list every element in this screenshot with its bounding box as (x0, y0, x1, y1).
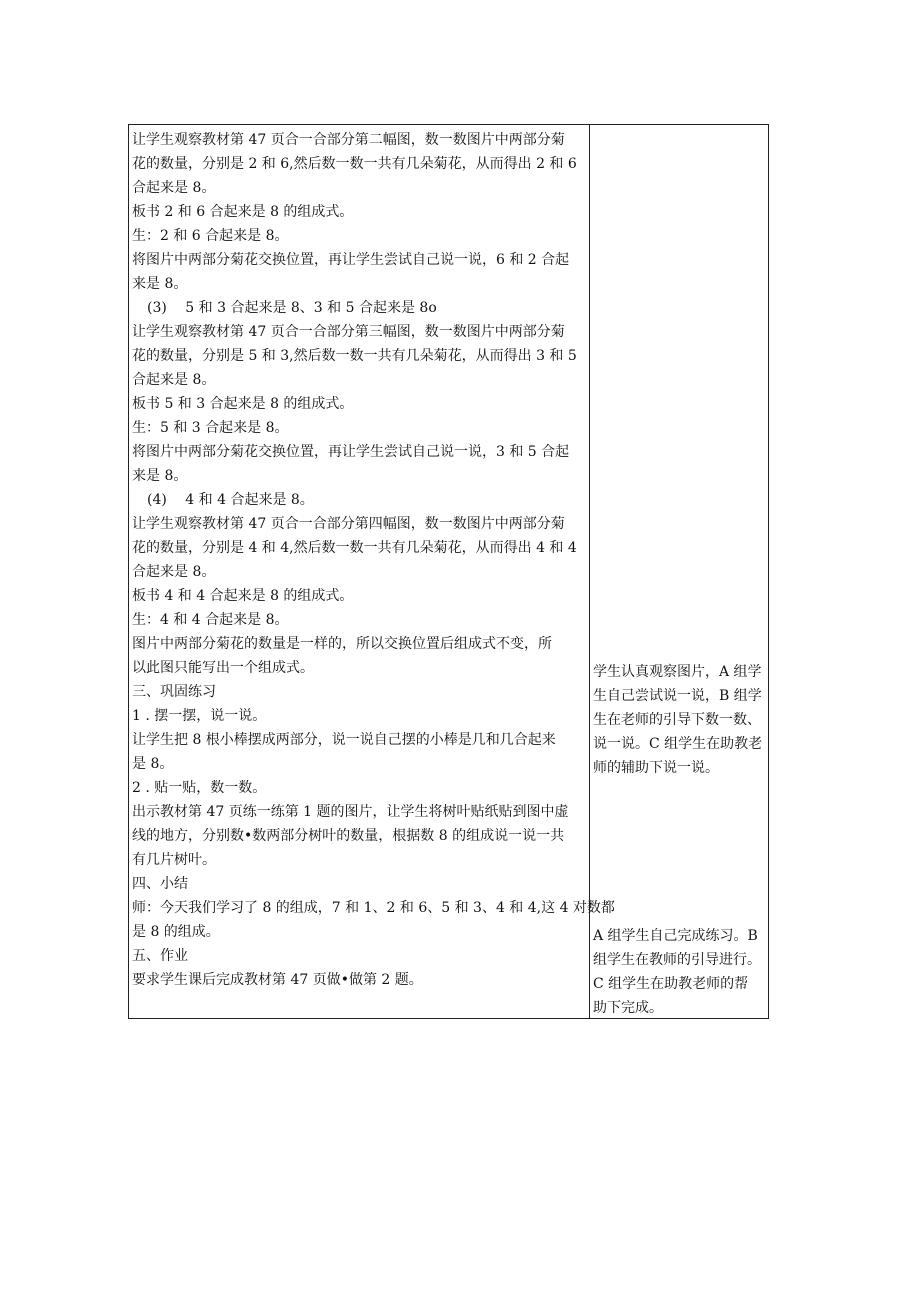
text-line: 花的数量，分别是 5 和 3,然后数一数一共有几朵菊花，从而得出 3 和 5 (132, 348, 577, 364)
text-line: 生：2 和 6 合起来是 8。 (132, 228, 289, 244)
text-line: 让学生把 8 根小棒摆成两部分，说一说自己摆的小棒是几和几合起来 (132, 732, 556, 748)
section-heading: 四、小结 (132, 876, 188, 892)
text-line: 花的数量，分别是 4 和 4,然后数一数一共有几朵菊花，从而得出 4 和 4 (132, 540, 577, 556)
text-line: 是 8 的组成。 (132, 924, 220, 940)
text-line: 线的地方，分别数•数两部分树叶的数量，根据数 8 的组成说一说一共 (132, 828, 565, 844)
text-line: 合起来是 8。 (132, 372, 216, 388)
text-line: 生：5 和 3 合起来是 8。 (132, 420, 289, 436)
text-line: 来是 8。 (132, 276, 188, 292)
text-line: 1 . 摆一摆，说一说。 (132, 708, 267, 724)
activity-line: 组学生在教师的引导进行。 (593, 952, 761, 968)
activity-line: C 组学生在助教老师的帮 (593, 976, 749, 992)
lesson-table (128, 124, 769, 1019)
text-line: 以此图只能写出一个组成式。 (132, 660, 314, 676)
text-line: 将图片中两部分菊花交换位置，再让学生尝试自己说一说，6 和 2 合起 (132, 252, 570, 268)
text-line: 花的数量，分别是 2 和 6,然后数一数一共有几朵菊花，从而得出 2 和 6 (132, 156, 577, 172)
text-line: 图片中两部分菊花的数量是一样的，所以交换位置后组成式不变，所 (132, 636, 552, 652)
text-line: 出示教材第 47 页练一练第 1 题的图片，让学生将树叶贴纸贴到图中虚 (132, 804, 569, 820)
subheading: (4) 4 和 4 合起来是 8。 (147, 492, 314, 508)
text-line: 合起来是 8。 (132, 564, 216, 580)
text-line: 要求学生课后完成教材第 47 页做•做第 2 题。 (132, 972, 423, 988)
text-line: 让学生观察教材第 47 页合一合部分第二幅图，数一数图片中两部分菊 (132, 132, 565, 148)
teaching-process-cell (129, 125, 615, 1018)
student-activity-cell (590, 125, 768, 1018)
text-line: 板书 5 和 3 合起来是 8 的组成式。 (132, 396, 354, 412)
text-line: 来是 8。 (132, 468, 188, 484)
activity-line: A 组学生自己完成练习。B (593, 928, 758, 944)
activity-line: 学生认真观察图片，A 组学 (593, 664, 762, 680)
activity-line: 生在老师的引导下数一数、 (593, 712, 761, 728)
text-line: 生：4 和 4 合起来是 8。 (132, 612, 289, 628)
text-line: 是 8。 (132, 756, 174, 772)
text-line: 让学生观察教材第 47 页合一合部分第三幅图，数一数图片中两部分菊 (132, 324, 565, 340)
text-line: 合起来是 8。 (132, 180, 216, 196)
activity-line: 说一说。C 组学生在助教老 (593, 736, 763, 752)
subheading: (3) 5 和 3 合起来是 8、3 和 5 合起来是 8o (147, 300, 437, 316)
text-line: 师：今天我们学习了 8 的组成，7 和 1、2 和 6、5 和 3、4 和 4,这 4 对数都 (132, 900, 615, 916)
text-line: 让学生观察教材第 47 页合一合部分第四幅图，数一数图片中两部分菊 (132, 516, 565, 532)
section-heading: 五、作业 (132, 948, 188, 964)
activity-line: 生自己尝试说一说，B 组学 (593, 688, 762, 704)
section-heading: 三、巩固练习 (132, 684, 216, 700)
text-line: 有几片树叶。 (132, 852, 216, 868)
text-line: 板书 2 和 6 合起来是 8 的组成式。 (132, 204, 354, 220)
text-line: 2 . 贴一贴，数一数。 (132, 780, 267, 796)
text-line: 板书 4 和 4 合起来是 8 的组成式。 (132, 588, 354, 604)
text-line: 将图片中两部分菊花交换位置，再让学生尝试自己说一说，3 和 5 合起 (132, 444, 570, 460)
activity-line: 助下完成。 (593, 1000, 663, 1016)
activity-line: 师的辅助下说一说。 (593, 760, 719, 776)
